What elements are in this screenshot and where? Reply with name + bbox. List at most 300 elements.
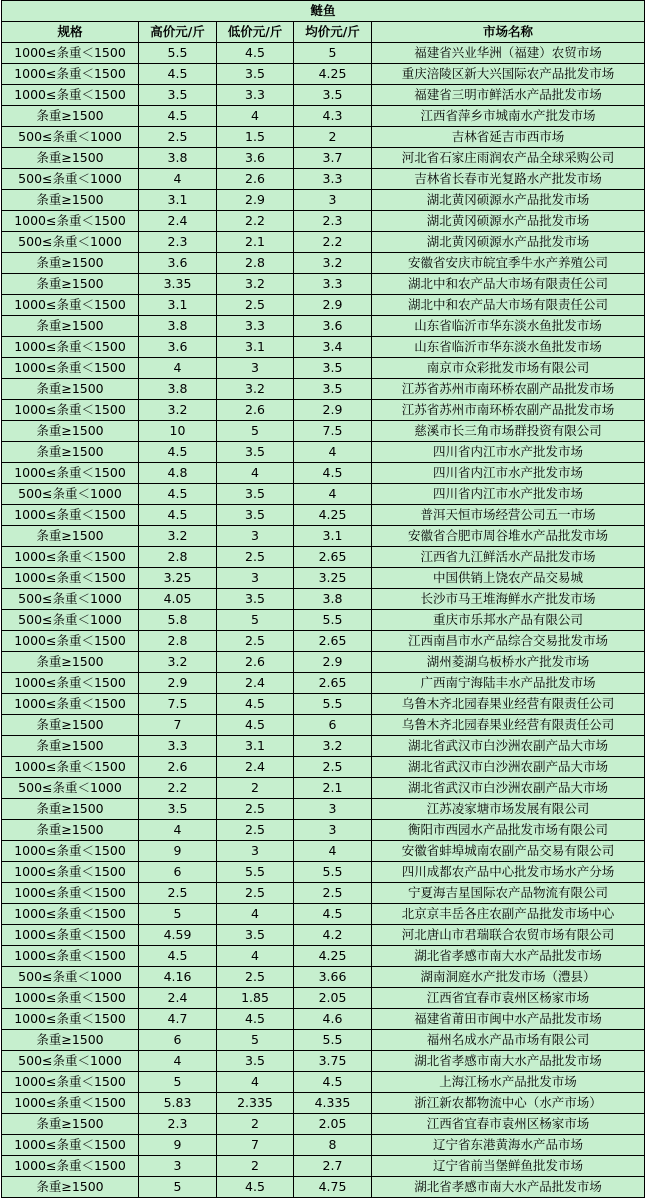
cell-market-name: 福建省兴业华洲（福建）农贸市场 [372,43,645,64]
cell-high-price: 10 [139,421,217,442]
table-row [2,253,645,274]
cell-market-name: 湖北黄冈硕源水产品批发市场 [372,190,645,211]
table-row [2,127,645,148]
cell-high-price: 6 [139,862,217,883]
table-row [2,589,645,610]
table-row [2,778,645,799]
table-row [2,421,645,442]
cell-market-name: 山东省临沂市华东淡水鱼批发市场 [372,337,645,358]
cell-avg-price: 4 [294,841,372,862]
cell-market-name: 福建省莆田市闽中水产品批发市场 [372,1009,645,1030]
cell-avg-price: 3 [294,799,372,820]
table-row [2,1156,645,1177]
cell-high-price: 3 [139,1156,217,1177]
cell-high-price: 7 [139,715,217,736]
table-row [2,1009,645,1030]
table-row [2,484,645,505]
cell-avg-price: 4.335 [294,1093,372,1114]
cell-high-price: 4.5 [139,946,217,967]
cell-spec: 500≤条重＜1000 [2,610,139,631]
table-row [2,1093,645,1114]
cell-spec: 1000≤条重＜1500 [2,757,139,778]
cell-avg-price: 5.5 [294,610,372,631]
cell-low-price: 3.5 [217,505,294,526]
cell-avg-price: 2.65 [294,547,372,568]
cell-low-price: 5 [217,610,294,631]
cell-spec: 500≤条重＜1000 [2,232,139,253]
table-row [2,883,645,904]
table-row [2,904,645,925]
cell-avg-price: 3.2 [294,736,372,757]
table-row [2,295,645,316]
cell-high-price: 2.6 [139,757,217,778]
table-row [2,736,645,757]
cell-avg-price: 5.5 [294,1030,372,1051]
cell-high-price: 4.59 [139,925,217,946]
table-row [2,673,645,694]
cell-market-name: 北京京丰岳各庄农副产品批发市场中心 [372,904,645,925]
cell-spec: 1000≤条重＜1500 [2,43,139,64]
cell-market-name: 湖北省武汉市白沙洲农副产品大市场 [372,736,645,757]
cell-high-price: 5.5 [139,43,217,64]
table-row [2,967,645,988]
table-row [2,1051,645,1072]
table-row [2,715,645,736]
cell-spec: 1000≤条重＜1500 [2,85,139,106]
header-market-name: 市场名称 [372,22,645,43]
table-row [2,442,645,463]
cell-avg-price: 4.25 [294,946,372,967]
cell-low-price: 3.1 [217,736,294,757]
cell-spec: 条重≥1500 [2,526,139,547]
cell-low-price: 2.5 [217,547,294,568]
cell-low-price: 2.6 [217,400,294,421]
cell-avg-price: 4.5 [294,463,372,484]
header-low-price: 低价元/斤 [217,22,294,43]
cell-market-name: 辽宁省前当堡鲜鱼批发市场 [372,1156,645,1177]
cell-market-name: 河北唐山市君瑞联合农贸市场有限公司 [372,925,645,946]
cell-market-name: 慈溪市长三角市场群投资有限公司 [372,421,645,442]
cell-spec: 1000≤条重＜1500 [2,505,139,526]
header-avg-price: 均价元/斤 [294,22,372,43]
table-row [2,799,645,820]
table-row [2,946,645,967]
cell-spec: 500≤条重＜1000 [2,778,139,799]
cell-low-price: 5 [217,1030,294,1051]
cell-market-name: 安徽省蚌埠城南农副产品交易有限公司 [372,841,645,862]
cell-high-price: 4.8 [139,463,217,484]
table-row [2,400,645,421]
cell-avg-price: 2.2 [294,232,372,253]
cell-low-price: 3.2 [217,274,294,295]
table-row [2,1177,645,1198]
cell-low-price: 1.85 [217,988,294,1009]
table-row [2,64,645,85]
header-spec: 规格 [2,22,139,43]
cell-low-price: 3.5 [217,484,294,505]
cell-low-price: 2.1 [217,232,294,253]
cell-low-price: 4 [217,904,294,925]
cell-avg-price: 3.75 [294,1051,372,1072]
cell-high-price: 3.3 [139,736,217,757]
cell-avg-price: 2.7 [294,1156,372,1177]
cell-market-name: 湖州菱湖乌板桥水产批发市场 [372,652,645,673]
cell-low-price: 3.3 [217,85,294,106]
cell-high-price: 9 [139,1135,217,1156]
cell-avg-price: 2.3 [294,211,372,232]
cell-high-price: 2.8 [139,547,217,568]
cell-low-price: 2.2 [217,211,294,232]
cell-low-price: 2.5 [217,883,294,904]
cell-market-name: 江苏省苏州市南环桥农副产品批发市场 [372,379,645,400]
cell-spec: 条重≥1500 [2,190,139,211]
cell-spec: 条重≥1500 [2,1114,139,1135]
table-row [2,652,645,673]
cell-avg-price: 3.5 [294,85,372,106]
cell-low-price: 2.5 [217,967,294,988]
cell-market-name: 乌鲁木齐北园春果业经营有限责任公司 [372,694,645,715]
cell-spec: 1000≤条重＜1500 [2,400,139,421]
cell-spec: 条重≥1500 [2,253,139,274]
cell-high-price: 5.83 [139,1093,217,1114]
cell-spec: 1000≤条重＜1500 [2,568,139,589]
table-row [2,505,645,526]
cell-high-price: 3.8 [139,148,217,169]
cell-avg-price: 4.6 [294,1009,372,1030]
cell-avg-price: 2.65 [294,631,372,652]
cell-spec: 1000≤条重＜1500 [2,1009,139,1030]
cell-high-price: 3.2 [139,400,217,421]
cell-avg-price: 3 [294,190,372,211]
cell-market-name: 山东省临沂市华东淡水鱼批发市场 [372,316,645,337]
cell-high-price: 2.9 [139,673,217,694]
cell-high-price: 5 [139,1072,217,1093]
table-row [2,316,645,337]
cell-low-price: 3.3 [217,316,294,337]
cell-avg-price: 4 [294,484,372,505]
cell-high-price: 3.1 [139,190,217,211]
cell-high-price: 3.6 [139,253,217,274]
table-row [2,547,645,568]
cell-avg-price: 3.25 [294,568,372,589]
cell-low-price: 2 [217,778,294,799]
cell-high-price: 3.2 [139,526,217,547]
cell-market-name: 安徽省合肥市周谷堆水产品批发市场 [372,526,645,547]
cell-market-name: 湖北中和农产品大市场有限责任公司 [372,274,645,295]
cell-low-price: 4 [217,463,294,484]
cell-spec: 1000≤条重＜1500 [2,1093,139,1114]
cell-spec: 1000≤条重＜1500 [2,1135,139,1156]
cell-high-price: 4 [139,820,217,841]
cell-high-price: 4.5 [139,484,217,505]
cell-market-name: 辽宁省东港黄海水产品市场 [372,1135,645,1156]
cell-low-price: 3.5 [217,925,294,946]
cell-market-name: 江西省宜春市袁州区杨家市场 [372,988,645,1009]
cell-spec: 条重≥1500 [2,442,139,463]
table-header-row [2,22,645,43]
cell-high-price: 4.05 [139,589,217,610]
cell-low-price: 2.6 [217,169,294,190]
cell-low-price: 4 [217,106,294,127]
cell-spec: 条重≥1500 [2,106,139,127]
table-row [2,526,645,547]
cell-high-price: 5 [139,1177,217,1198]
cell-low-price: 3.5 [217,589,294,610]
cell-low-price: 3 [217,841,294,862]
cell-low-price: 5 [217,421,294,442]
cell-high-price: 3.1 [139,295,217,316]
cell-high-price: 6 [139,1030,217,1051]
cell-high-price: 3.6 [139,337,217,358]
table-row [2,610,645,631]
cell-market-name: 湖北省孝感市南大水产品批发市场 [372,1051,645,1072]
table-row [2,1114,645,1135]
cell-market-name: 湖北黄冈硕源水产品批发市场 [372,211,645,232]
table-row [2,820,645,841]
cell-market-name: 吉林省长春市光复路水产批发市场 [372,169,645,190]
cell-avg-price: 3.2 [294,253,372,274]
cell-spec: 1000≤条重＜1500 [2,673,139,694]
cell-low-price: 2.4 [217,673,294,694]
cell-market-name: 湖北黄冈硕源水产品批发市场 [372,232,645,253]
table-row [2,568,645,589]
cell-avg-price: 4.2 [294,925,372,946]
cell-low-price: 1.5 [217,127,294,148]
cell-spec: 1000≤条重＜1500 [2,1072,139,1093]
cell-spec: 500≤条重＜1000 [2,1051,139,1072]
cell-avg-price: 3.3 [294,169,372,190]
cell-market-name: 江苏凌家塘市场发展有限公司 [372,799,645,820]
cell-market-name: 安徽省安庆市皖宜季牛水产养殖公司 [372,253,645,274]
cell-market-name: 广西南宁海陆丰水产品批发市场 [372,673,645,694]
cell-market-name: 福建省三明市鲜活水产品批发市场 [372,85,645,106]
cell-high-price: 9 [139,841,217,862]
table-row [2,757,645,778]
cell-avg-price: 7.5 [294,421,372,442]
cell-low-price: 3 [217,568,294,589]
cell-avg-price: 3.7 [294,148,372,169]
cell-market-name: 四川成都农产品中心批发市场水产分场 [372,862,645,883]
cell-low-price: 7 [217,1135,294,1156]
price-table-body [2,1,645,1198]
cell-avg-price: 3.5 [294,358,372,379]
cell-avg-price: 4.3 [294,106,372,127]
cell-low-price: 2.5 [217,631,294,652]
cell-low-price: 3.5 [217,64,294,85]
cell-spec: 条重≥1500 [2,148,139,169]
cell-market-name: 河北省石家庄雨润农产品全球采购公司 [372,148,645,169]
cell-low-price: 2.5 [217,820,294,841]
cell-spec: 1000≤条重＜1500 [2,631,139,652]
cell-high-price: 2.8 [139,631,217,652]
cell-avg-price: 2.1 [294,778,372,799]
cell-spec: 条重≥1500 [2,652,139,673]
table-row [2,148,645,169]
cell-spec: 条重≥1500 [2,379,139,400]
cell-high-price: 4.5 [139,64,217,85]
cell-avg-price: 2.9 [294,652,372,673]
cell-spec: 1000≤条重＜1500 [2,337,139,358]
cell-spec: 条重≥1500 [2,715,139,736]
cell-high-price: 7.5 [139,694,217,715]
cell-low-price: 4.5 [217,715,294,736]
cell-market-name: 浙江新农都物流中心（水产市场） [372,1093,645,1114]
cell-low-price: 5.5 [217,862,294,883]
cell-spec: 条重≥1500 [2,820,139,841]
cell-market-name: 重庆涪陵区新大兴国际农产品批发市场 [372,64,645,85]
cell-high-price: 3.5 [139,799,217,820]
cell-market-name: 湖北中和农产品大市场有限责任公司 [372,295,645,316]
cell-avg-price: 3.6 [294,316,372,337]
cell-avg-price: 2.05 [294,1114,372,1135]
cell-spec: 1000≤条重＜1500 [2,946,139,967]
cell-market-name: 衡阳市西园水产品批发市场有限公司 [372,820,645,841]
cell-avg-price: 4.75 [294,1177,372,1198]
cell-high-price: 4.5 [139,505,217,526]
cell-avg-price: 2.5 [294,757,372,778]
cell-spec: 1000≤条重＜1500 [2,883,139,904]
cell-high-price: 2.4 [139,211,217,232]
cell-avg-price: 4.25 [294,505,372,526]
cell-low-price: 2.335 [217,1093,294,1114]
cell-spec: 条重≥1500 [2,1030,139,1051]
cell-avg-price: 2.9 [294,295,372,316]
cell-low-price: 2 [217,1156,294,1177]
cell-spec: 1000≤条重＜1500 [2,211,139,232]
cell-high-price: 3.8 [139,379,217,400]
table-title-row [2,1,645,22]
cell-spec: 500≤条重＜1000 [2,967,139,988]
cell-market-name: 湖北省武汉市白沙洲农副产品大市场 [372,778,645,799]
cell-market-name: 中国供销上饶农产品交易城 [372,568,645,589]
cell-spec: 1000≤条重＜1500 [2,1156,139,1177]
table-title: 鲢鱼 [2,1,645,22]
cell-market-name: 乌鲁木齐北园春果业经营有限责任公司 [372,715,645,736]
cell-low-price: 2.6 [217,652,294,673]
cell-market-name: 江西省九江鲜活水产品批发市场 [372,547,645,568]
cell-spec: 1000≤条重＜1500 [2,841,139,862]
table-row [2,190,645,211]
table-row [2,274,645,295]
cell-avg-price: 3.4 [294,337,372,358]
cell-low-price: 4.5 [217,694,294,715]
cell-market-name: 湖北省孝感市南大水产品批发市场 [372,1177,645,1198]
table-row [2,988,645,1009]
table-row [2,463,645,484]
cell-low-price: 2 [217,1114,294,1135]
cell-high-price: 3.8 [139,316,217,337]
price-table [1,0,645,1198]
cell-avg-price: 3.66 [294,967,372,988]
cell-market-name: 江苏省苏州市南环桥农副产品批发市场 [372,400,645,421]
cell-avg-price: 5.5 [294,694,372,715]
cell-high-price: 2.5 [139,883,217,904]
cell-avg-price: 2.5 [294,883,372,904]
cell-high-price: 4 [139,169,217,190]
cell-low-price: 3.6 [217,148,294,169]
cell-low-price: 2.8 [217,253,294,274]
table-row [2,694,645,715]
cell-high-price: 3.2 [139,652,217,673]
cell-avg-price: 3.8 [294,589,372,610]
cell-market-name: 南京市众彩批发市场有限公司 [372,358,645,379]
table-row [2,232,645,253]
cell-spec: 1000≤条重＜1500 [2,358,139,379]
table-row [2,1135,645,1156]
cell-low-price: 3.5 [217,442,294,463]
cell-high-price: 2.5 [139,127,217,148]
cell-high-price: 4 [139,1051,217,1072]
cell-low-price: 2.5 [217,295,294,316]
table-row [2,379,645,400]
table-row [2,106,645,127]
cell-avg-price: 2.65 [294,673,372,694]
cell-low-price: 3 [217,526,294,547]
cell-high-price: 3.35 [139,274,217,295]
cell-spec: 500≤条重＜1000 [2,169,139,190]
cell-market-name: 重庆市乐邦水产品有限公司 [372,610,645,631]
cell-avg-price: 4.25 [294,64,372,85]
cell-high-price: 2.3 [139,232,217,253]
table-row [2,1072,645,1093]
cell-market-name: 四川省内江市水产批发市场 [372,484,645,505]
table-row [2,841,645,862]
cell-spec: 条重≥1500 [2,421,139,442]
table-row [2,358,645,379]
cell-market-name: 湖北省武汉市白沙洲农副产品大市场 [372,757,645,778]
table-row [2,43,645,64]
cell-market-name: 上海江杨水产品批发市场 [372,1072,645,1093]
cell-high-price: 3.5 [139,85,217,106]
cell-avg-price: 2.9 [294,400,372,421]
cell-spec: 1000≤条重＜1500 [2,925,139,946]
cell-avg-price: 4.5 [294,1072,372,1093]
cell-avg-price: 2 [294,127,372,148]
cell-market-name: 湖南洞庭水产批发市场（澧县） [372,967,645,988]
cell-high-price: 4.5 [139,106,217,127]
cell-avg-price: 3.3 [294,274,372,295]
cell-market-name: 长沙市马王堆海鲜水产批发市场 [372,589,645,610]
cell-avg-price: 6 [294,715,372,736]
cell-low-price: 3.5 [217,1051,294,1072]
cell-market-name: 江西南昌市水产品综合交易批发市场 [372,631,645,652]
cell-spec: 条重≥1500 [2,1177,139,1198]
cell-avg-price: 3.5 [294,379,372,400]
cell-high-price: 3.25 [139,568,217,589]
cell-high-price: 4.5 [139,442,217,463]
cell-spec: 条重≥1500 [2,799,139,820]
cell-market-name: 江西省宜春市袁州区杨家市场 [372,1114,645,1135]
cell-low-price: 4 [217,1072,294,1093]
cell-avg-price: 5 [294,43,372,64]
cell-avg-price: 2.05 [294,988,372,1009]
cell-low-price: 4.5 [217,43,294,64]
cell-spec: 500≤条重＜1000 [2,589,139,610]
table-row [2,631,645,652]
cell-spec: 条重≥1500 [2,736,139,757]
table-row [2,925,645,946]
table-row [2,211,645,232]
cell-high-price: 2.3 [139,1114,217,1135]
cell-market-name: 四川省内江市水产批发市场 [372,463,645,484]
cell-avg-price: 8 [294,1135,372,1156]
table-row [2,337,645,358]
cell-high-price: 2.4 [139,988,217,1009]
cell-spec: 条重≥1500 [2,316,139,337]
cell-avg-price: 3 [294,820,372,841]
table-row [2,169,645,190]
cell-low-price: 4.5 [217,1177,294,1198]
